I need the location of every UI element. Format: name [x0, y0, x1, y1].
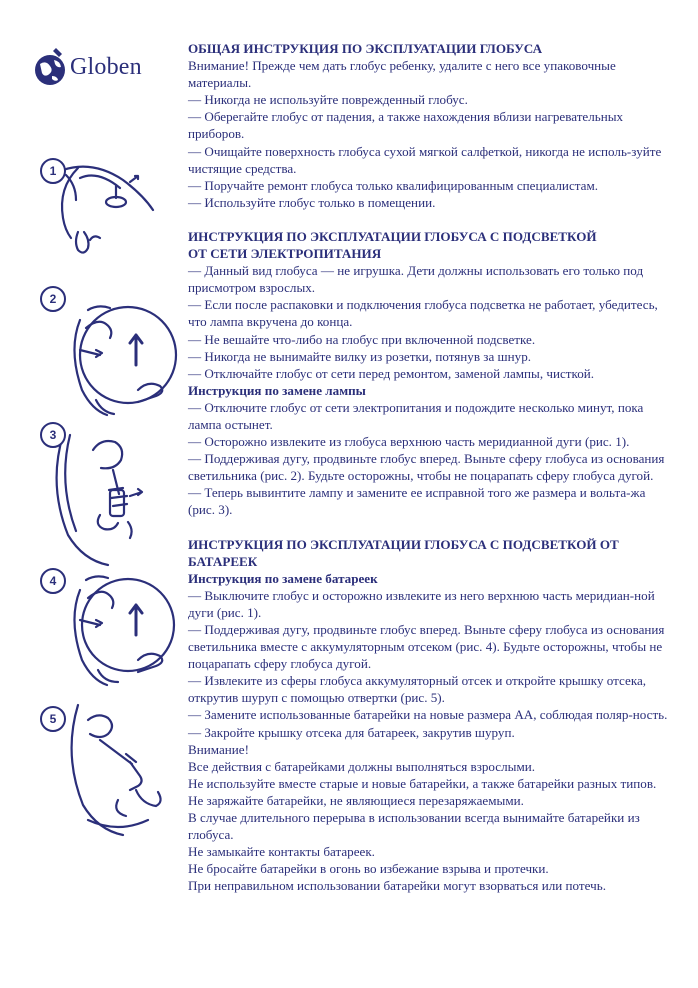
section-3-step: — Закройте крышку отсека для батареек, закрутив шуруп. — [188, 724, 515, 740]
step-number-4: 4 — [40, 568, 66, 594]
section-2-line: — Отключайте глобус от сети перед ремонтом, заменой лампы, чисткой. — [188, 365, 595, 381]
illustrations-column — [18, 150, 183, 850]
step-number-2: 2 — [40, 286, 66, 312]
warning-line: В случае длительного перерыва в использовании всегда вынимайте батарейки из глобуса. — [188, 810, 640, 843]
section-2-line: — Никогда не вынимайте вилку из розетки, потянув за шнур. — [188, 348, 532, 364]
section-1-line: — Никогда не используйте поврежденный глобус. — [188, 92, 468, 108]
section-2-title-line-1: ИНСТРУКЦИЯ ПО ЭКСПЛУАТАЦИИ ГЛОБУСА С ПОДСВЕТКОЙ — [188, 228, 597, 244]
section-3-step: — Поддерживая дугу, продвиньте глобус вперед. Выньте сферу глобуса из основания светильника вместе с аккумуляторным отсеком (рис. 4). Будьте осторожны, чтобы не поцарапать сферу глобуса дугой. — [188, 622, 665, 672]
step-number-5: 5 — [40, 706, 66, 732]
section-3-step: — Замените использованные батарейки на новые размера АА, соблюдая поляр-ность. — [188, 707, 668, 723]
warning-line: Не замыкайте контакты батареек. — [188, 844, 375, 860]
instruction-text — [188, 40, 668, 895]
section-2-title-line-2: ОТ СЕТИ ЭЛЕКТРОПИТАНИЯ — [188, 246, 382, 262]
warning-title: Внимание! — [188, 741, 249, 757]
step-number-1: 1 — [40, 158, 66, 184]
warning-line: Не используйте вместе старые и новые батарейки, а также батарейки разных типов. — [188, 775, 657, 791]
section-1-line: Внимание! Прежде чем дать глобус ребенку, удалите с него все упаковочные материалы. — [188, 58, 616, 91]
figure-1-drawing — [62, 167, 153, 253]
section-2-line: — Если после распаковки и подключения глобуса подсветка не работает, убедитесь, что лампа вкручена до конца. — [188, 297, 658, 330]
section-3-title-line-2: БАТАРЕЕК — [188, 553, 258, 569]
section-2-step: — Осторожно извлеките из глобуса верхнюю часть меридианной дуги (рис. 1). — [188, 434, 630, 450]
figure-3-drawing — [57, 435, 142, 565]
section-2-step: — Отключите глобус от сети электропитания и подождите несколько минут, пока лампа остынет. — [188, 399, 644, 432]
section-2-line: — Данный вид глобуса — не игрушка. Дети должны использовать его только под присмотром взрослых. — [188, 263, 644, 296]
step-number-3: 3 — [40, 422, 66, 448]
figure-2-drawing — [74, 306, 176, 415]
section-3-title-line-1: ИНСТРУКЦИЯ ПО ЭКСПЛУАТАЦИИ ГЛОБУСА С ПОДСВЕТКОЙ ОТ — [188, 536, 619, 552]
instruction-drawings — [18, 150, 183, 850]
globen-logo — [32, 44, 172, 94]
section-2-step: — Теперь вывинтите лампу и замените ее исправной того же размера и вольта-жа (рис. 3). — [188, 485, 646, 518]
warning-line: При неправильном использовании батарейки могут взорваться или потечь. — [188, 878, 606, 894]
section-1-line: — Очищайте поверхность глобуса сухой мягкой салфеткой, никогда не исполь-зуйте чистящие средства. — [188, 143, 662, 176]
section-1-title: ОБЩАЯ ИНСТРУКЦИЯ ПО ЭКСПЛУАТАЦИИ ГЛОБУСА — [188, 41, 543, 56]
section-3-subtitle: Инструкция по замене батареек — [188, 570, 378, 586]
figure-4-drawing — [74, 576, 174, 685]
section-3-step: — Выключите глобус и осторожно извлеките из него верхнюю часть меридиан-ной дуги (рис. 1). — [188, 587, 655, 620]
section-1-line: — Поручайте ремонт глобуса только квалифицированным специалистам. — [188, 177, 599, 193]
section-1-line: — Оберегайте глобус от падения, а также нахождения вблизи нагревательных приборов. — [188, 109, 624, 142]
brand-name: Globen — [70, 54, 142, 80]
section-3-step: — Извлеките из сферы глобуса аккумуляторный отсек и откройте крышку отсека, открутив шуруп с помощью отвертки (рис. 5). — [188, 673, 647, 706]
globe-logo-icon — [32, 46, 72, 90]
warning-line: Не заряжайте батарейки, не являющиеся перезаряжаемыми. — [188, 792, 524, 808]
section-2-line: — Не вешайте что-либо на глобус при включенной подсветке. — [188, 331, 536, 347]
section-2-step: — Поддерживая дугу, продвиньте глобус вперед. Выньте сферу глобуса из основания светильника (рис. 2). Будьте осторожны, чтобы не поцарапать сферу глобуса дугой. — [188, 451, 665, 484]
warning-line: Не бросайте батарейки в огонь во избежание взрыва и протечки. — [188, 861, 549, 877]
warning-line: Все действия с батарейками должны выполняться взрослыми. — [188, 758, 536, 774]
section-1-line: — Используйте глобус только в помещении. — [188, 194, 436, 210]
figure-5-drawing — [72, 705, 161, 835]
section-2-subtitle: Инструкция по замене лампы — [188, 382, 366, 398]
